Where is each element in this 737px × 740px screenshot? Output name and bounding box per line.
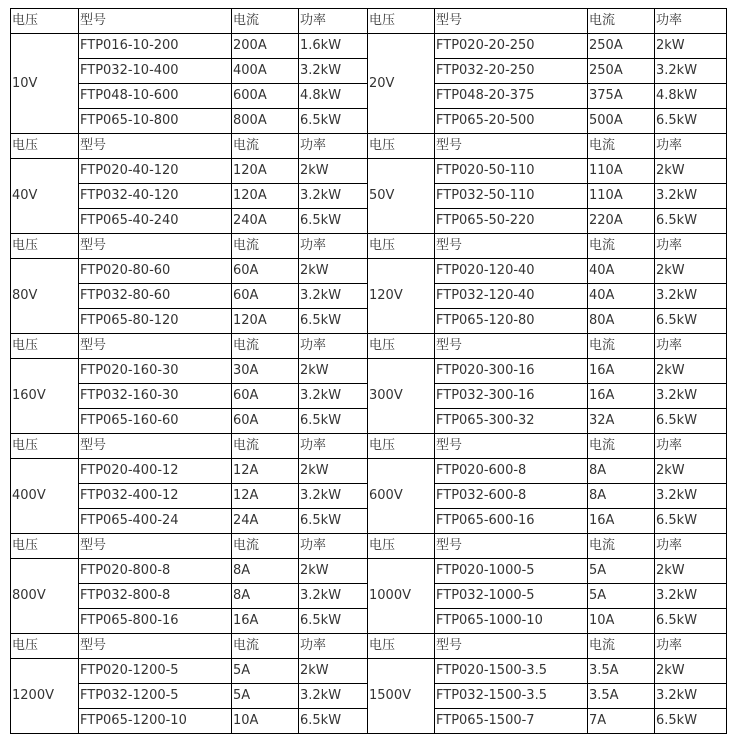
header-voltage: 电压 [368, 234, 435, 259]
current-cell: 16A [588, 509, 655, 534]
current-cell: 60A [232, 284, 299, 309]
header-power: 功率 [655, 9, 727, 34]
header-voltage: 电压 [11, 634, 79, 659]
model-cell: FTP065-1200-10 [79, 709, 232, 734]
header-model: 型号 [79, 634, 232, 659]
header-model: 型号 [435, 234, 588, 259]
model-cell: FTP032-300-16 [435, 384, 588, 409]
header-current: 电流 [588, 134, 655, 159]
current-cell: 7A [588, 709, 655, 734]
current-cell: 250A [588, 34, 655, 59]
model-cell: FTP032-400-12 [79, 484, 232, 509]
spec-table-body [11, 9, 727, 734]
current-cell: 120A [232, 159, 299, 184]
power-cell: 2kW [655, 359, 727, 384]
header-power: 功率 [655, 134, 727, 159]
current-cell: 16A [232, 609, 299, 634]
voltage-cell: 800V [11, 559, 79, 634]
power-cell: 6.5kW [655, 609, 727, 634]
model-cell: FTP065-10-800 [79, 109, 232, 134]
power-cell: 6.5kW [299, 109, 368, 134]
model-cell: FTP020-300-16 [435, 359, 588, 384]
header-voltage: 电压 [11, 234, 79, 259]
current-cell: 400A [232, 59, 299, 84]
model-cell: FTP032-1500-3.5 [435, 684, 588, 709]
current-cell: 40A [588, 284, 655, 309]
current-cell: 200A [232, 34, 299, 59]
model-cell: FTP020-400-12 [79, 459, 232, 484]
current-cell: 110A [588, 184, 655, 209]
header-model: 型号 [79, 334, 232, 359]
power-cell: 2kW [299, 659, 368, 684]
model-cell: FTP065-800-16 [79, 609, 232, 634]
header-current: 电流 [232, 9, 299, 34]
power-cell: 2kW [299, 159, 368, 184]
header-power: 功率 [655, 334, 727, 359]
model-cell: FTP065-120-80 [435, 309, 588, 334]
current-cell: 80A [588, 309, 655, 334]
header-current: 电流 [232, 534, 299, 559]
voltage-cell: 1500V [368, 659, 435, 734]
model-cell: FTP020-40-120 [79, 159, 232, 184]
voltage-cell: 600V [368, 459, 435, 534]
model-cell: FTP020-50-110 [435, 159, 588, 184]
header-power: 功率 [299, 534, 368, 559]
header-model: 型号 [435, 534, 588, 559]
model-cell: FTP065-80-120 [79, 309, 232, 334]
header-row [11, 634, 727, 659]
voltage-cell: 1200V [11, 659, 79, 734]
current-cell: 24A [232, 509, 299, 534]
header-power: 功率 [299, 634, 368, 659]
voltage-cell: 50V [368, 159, 435, 234]
header-model: 型号 [79, 434, 232, 459]
power-cell: 3.2kW [655, 484, 727, 509]
table-row [11, 659, 727, 684]
current-cell: 12A [232, 459, 299, 484]
current-cell: 120A [232, 184, 299, 209]
current-cell: 600A [232, 84, 299, 109]
power-cell: 6.5kW [299, 609, 368, 634]
model-cell: FTP065-300-32 [435, 409, 588, 434]
header-current: 电流 [588, 434, 655, 459]
header-voltage: 电压 [368, 334, 435, 359]
voltage-cell: 120V [368, 259, 435, 334]
model-cell: FTP065-600-16 [435, 509, 588, 534]
header-current: 电流 [232, 234, 299, 259]
header-row [11, 534, 727, 559]
power-cell: 6.5kW [655, 509, 727, 534]
table-row [11, 159, 727, 184]
model-cell: FTP020-600-8 [435, 459, 588, 484]
model-cell: FTP020-1000-5 [435, 559, 588, 584]
model-cell: FTP032-50-110 [435, 184, 588, 209]
header-voltage: 电压 [11, 434, 79, 459]
current-cell: 60A [232, 259, 299, 284]
spec-table [10, 8, 727, 734]
power-cell: 3.2kW [299, 484, 368, 509]
current-cell: 800A [232, 109, 299, 134]
power-cell: 3.2kW [655, 184, 727, 209]
model-cell: FTP032-600-8 [435, 484, 588, 509]
power-cell: 3.2kW [299, 59, 368, 84]
current-cell: 3.5A [588, 684, 655, 709]
header-power: 功率 [655, 234, 727, 259]
header-current: 电流 [232, 334, 299, 359]
current-cell: 240A [232, 209, 299, 234]
voltage-cell: 300V [368, 359, 435, 434]
model-cell: FTP020-80-60 [79, 259, 232, 284]
power-cell: 2kW [655, 159, 727, 184]
voltage-cell: 160V [11, 359, 79, 434]
header-row [11, 334, 727, 359]
power-cell: 3.2kW [655, 284, 727, 309]
voltage-cell: 20V [368, 34, 435, 134]
current-cell: 10A [588, 609, 655, 634]
model-cell: FTP065-160-60 [79, 409, 232, 434]
table-row [11, 459, 727, 484]
header-current: 电流 [588, 634, 655, 659]
header-model: 型号 [79, 9, 232, 34]
model-cell: FTP020-120-40 [435, 259, 588, 284]
current-cell: 250A [588, 59, 655, 84]
header-row [11, 9, 727, 34]
voltage-cell: 10V [11, 34, 79, 134]
header-model: 型号 [435, 9, 588, 34]
model-cell: FTP065-400-24 [79, 509, 232, 534]
header-voltage: 电压 [368, 634, 435, 659]
model-cell: FTP065-1000-10 [435, 609, 588, 634]
header-voltage: 电压 [368, 434, 435, 459]
power-cell: 2kW [299, 459, 368, 484]
model-cell: FTP016-10-200 [79, 34, 232, 59]
header-model: 型号 [435, 634, 588, 659]
header-current: 电流 [588, 234, 655, 259]
power-cell: 3.2kW [655, 384, 727, 409]
current-cell: 32A [588, 409, 655, 434]
header-model: 型号 [79, 134, 232, 159]
header-voltage: 电压 [368, 9, 435, 34]
current-cell: 5A [588, 584, 655, 609]
current-cell: 30A [232, 359, 299, 384]
power-cell: 6.5kW [655, 709, 727, 734]
current-cell: 120A [232, 309, 299, 334]
model-cell: FTP048-10-600 [79, 84, 232, 109]
model-cell: FTP020-800-8 [79, 559, 232, 584]
header-model: 型号 [435, 134, 588, 159]
power-cell: 6.5kW [299, 709, 368, 734]
current-cell: 5A [232, 659, 299, 684]
model-cell: FTP032-1000-5 [435, 584, 588, 609]
current-cell: 5A [588, 559, 655, 584]
current-cell: 3.5A [588, 659, 655, 684]
power-cell: 6.5kW [299, 309, 368, 334]
current-cell: 500A [588, 109, 655, 134]
current-cell: 8A [232, 559, 299, 584]
power-cell: 2kW [655, 559, 727, 584]
current-cell: 10A [232, 709, 299, 734]
power-cell: 2kW [299, 559, 368, 584]
current-cell: 375A [588, 84, 655, 109]
power-cell: 2kW [655, 259, 727, 284]
header-power: 功率 [655, 634, 727, 659]
header-power: 功率 [655, 534, 727, 559]
header-power: 功率 [299, 234, 368, 259]
power-cell: 3.2kW [655, 59, 727, 84]
model-cell: FTP032-1200-5 [79, 684, 232, 709]
model-cell: FTP020-20-250 [435, 34, 588, 59]
header-model: 型号 [435, 434, 588, 459]
power-cell: 2kW [655, 659, 727, 684]
power-cell: 3.2kW [655, 684, 727, 709]
current-cell: 60A [232, 409, 299, 434]
voltage-cell: 1000V [368, 559, 435, 634]
power-cell: 2kW [655, 459, 727, 484]
power-cell: 6.5kW [655, 309, 727, 334]
current-cell: 16A [588, 384, 655, 409]
header-voltage: 电压 [11, 134, 79, 159]
header-row [11, 234, 727, 259]
header-row [11, 134, 727, 159]
header-voltage: 电压 [11, 534, 79, 559]
model-cell: FTP020-160-30 [79, 359, 232, 384]
model-cell: FTP020-1500-3.5 [435, 659, 588, 684]
header-power: 功率 [299, 134, 368, 159]
current-cell: 8A [232, 584, 299, 609]
model-cell: FTP032-20-250 [435, 59, 588, 84]
power-cell: 6.5kW [655, 209, 727, 234]
header-row [11, 434, 727, 459]
power-cell: 4.8kW [299, 84, 368, 109]
header-model: 型号 [79, 234, 232, 259]
current-cell: 5A [232, 684, 299, 709]
power-cell: 3.2kW [299, 184, 368, 209]
table-row [11, 259, 727, 284]
power-cell: 3.2kW [299, 284, 368, 309]
current-cell: 220A [588, 209, 655, 234]
model-cell: FTP065-1500-7 [435, 709, 588, 734]
header-current: 电流 [232, 634, 299, 659]
header-power: 功率 [655, 434, 727, 459]
power-cell: 2kW [299, 359, 368, 384]
power-cell: 1.6kW [299, 34, 368, 59]
model-cell: FTP065-20-500 [435, 109, 588, 134]
model-cell: FTP048-20-375 [435, 84, 588, 109]
voltage-cell: 400V [11, 459, 79, 534]
power-cell: 2kW [655, 34, 727, 59]
header-power: 功率 [299, 9, 368, 34]
model-cell: FTP032-40-120 [79, 184, 232, 209]
power-cell: 2kW [299, 259, 368, 284]
table-row [11, 359, 727, 384]
voltage-cell: 80V [11, 259, 79, 334]
model-cell: FTP065-40-240 [79, 209, 232, 234]
header-power: 功率 [299, 434, 368, 459]
model-cell: FTP032-800-8 [79, 584, 232, 609]
power-cell: 3.2kW [655, 584, 727, 609]
power-cell: 6.5kW [299, 509, 368, 534]
model-cell: FTP032-10-400 [79, 59, 232, 84]
voltage-cell: 40V [11, 159, 79, 234]
power-cell: 6.5kW [655, 409, 727, 434]
table-row [11, 559, 727, 584]
power-cell: 6.5kW [655, 109, 727, 134]
current-cell: 60A [232, 384, 299, 409]
current-cell: 8A [588, 459, 655, 484]
header-current: 电流 [588, 9, 655, 34]
current-cell: 40A [588, 259, 655, 284]
current-cell: 8A [588, 484, 655, 509]
power-cell: 3.2kW [299, 584, 368, 609]
header-voltage: 电压 [11, 9, 79, 34]
header-voltage: 电压 [11, 334, 79, 359]
header-voltage: 电压 [368, 534, 435, 559]
power-cell: 4.8kW [655, 84, 727, 109]
header-model: 型号 [79, 534, 232, 559]
table-row [11, 34, 727, 59]
header-power: 功率 [299, 334, 368, 359]
current-cell: 12A [232, 484, 299, 509]
header-current: 电流 [232, 134, 299, 159]
header-current: 电流 [588, 334, 655, 359]
power-cell: 3.2kW [299, 684, 368, 709]
header-voltage: 电压 [368, 134, 435, 159]
model-cell: FTP020-1200-5 [79, 659, 232, 684]
header-model: 型号 [435, 334, 588, 359]
header-current: 电流 [588, 534, 655, 559]
header-current: 电流 [232, 434, 299, 459]
power-cell: 3.2kW [299, 384, 368, 409]
model-cell: FTP032-160-30 [79, 384, 232, 409]
power-cell: 6.5kW [299, 409, 368, 434]
current-cell: 110A [588, 159, 655, 184]
model-cell: FTP032-80-60 [79, 284, 232, 309]
model-cell: FTP065-50-220 [435, 209, 588, 234]
power-cell: 6.5kW [299, 209, 368, 234]
model-cell: FTP032-120-40 [435, 284, 588, 309]
current-cell: 16A [588, 359, 655, 384]
